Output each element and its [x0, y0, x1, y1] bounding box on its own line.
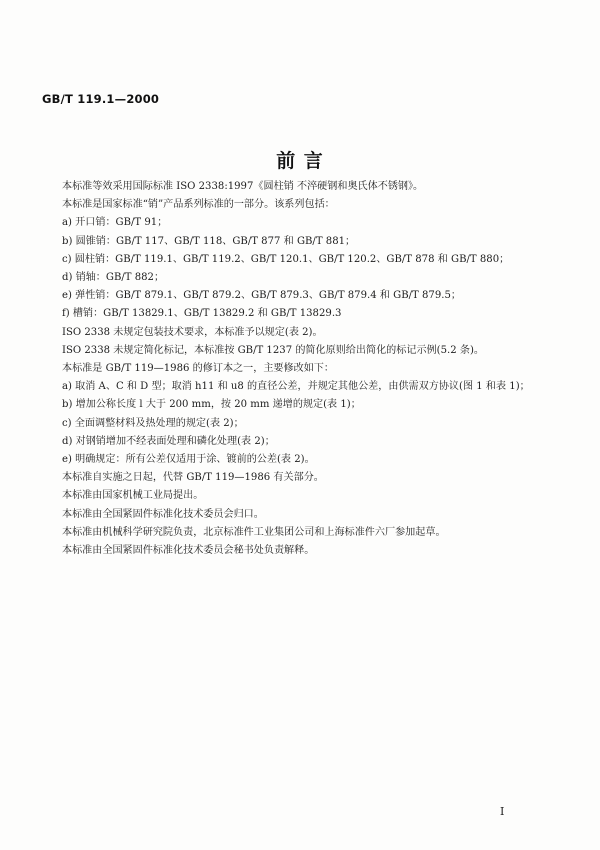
paragraph-packaging: ISO 2338 未规定包装技术要求，本标准予以规定(表 2)。 — [62, 326, 323, 338]
paragraph-interpreted-by: 本标准由全国紧固件标准化技术委员会秘书处负责解释。 — [62, 545, 315, 557]
paragraph-adoption: 本标准等效采用国际标准 ISO 2338:1997《圆柱销 不淬硬钢和奥氏体不锈钢》。 — [62, 181, 424, 192]
list-item-split-pin: a) 开口销：GB/T 91； — [62, 217, 168, 229]
paragraph-replacement: 本标准自实施之日起，代替 GB/T 119—1986 有关部分。 — [62, 472, 324, 484]
paragraph-drafted-by: 本标准由机械科学研究院负责，北京标准件工业集团公司和上海标准件六厂参加起草。 — [62, 526, 446, 538]
list-item-change-b: b) 增加公称长度 l 大于 200 mm，按 20 mm 递增的规定(表 1)； — [62, 399, 361, 411]
list-item-change-a: a) 取消 A、C 和 D 型；取消 h11 和 u8 的直径公差，并规定其他公差，由供需双方协议(图 1 和表 1)； — [62, 381, 530, 393]
standard-code: GB/T 119.1—2000 — [42, 92, 160, 106]
list-item-taper-pin: b) 圆锥销：GB/T 117、GB/T 118、GB/T 877 和 GB/T 881； — [62, 235, 356, 247]
paragraph-centralized-by: 本标准由全国紧固件标准化技术委员会归口。 — [62, 508, 264, 520]
paragraph-marking: ISO 2338 未规定简化标记，本标准按 GB/T 1237 的简化原则给出简化的标记示例(5.2 条)。 — [62, 344, 484, 356]
page-number: I — [500, 805, 505, 818]
paragraph-series-intro: 本标准是国家标准“销”产品系列标准的一部分。该系列包括： — [62, 199, 335, 211]
list-item-grooved-pin: f) 槽销：GB/T 13829.1、GB/T 13829.2 和 GB/T 13829.3 — [62, 308, 342, 320]
paragraph-revision-intro: 本标准是 GB/T 119—1986 的修订本之一，主要修改如下： — [62, 363, 334, 375]
foreword-body — [62, 178, 567, 560]
list-item-change-d: d) 对钢销增加不经表面处理和磷化处理(表 2)； — [62, 435, 275, 447]
list-item-clevis-pin: d) 销轴：GB/T 882； — [62, 272, 165, 284]
page-title: 前 言 — [276, 150, 324, 172]
list-item-change-c: c) 全面调整材料及热处理的规定(表 2)； — [62, 417, 244, 429]
list-item-change-e: e) 明确规定：所有公差仅适用于涂、镀前的公差(表 2)。 — [62, 454, 315, 466]
paragraph-proposed-by: 本标准由国家机械工业局提出。 — [62, 490, 204, 502]
list-item-spring-pin: e) 弹性销：GB/T 879.1、GB/T 879.2、GB/T 879.3、GB/T 879.4 和 GB/T 879.5； — [62, 290, 461, 302]
list-item-parallel-pin: c) 圆柱销：GB/T 119.1、GB/T 119.2、GB/T 120.1、GB/T 120.2、GB/T 878 和 GB/T 880； — [62, 253, 510, 265]
